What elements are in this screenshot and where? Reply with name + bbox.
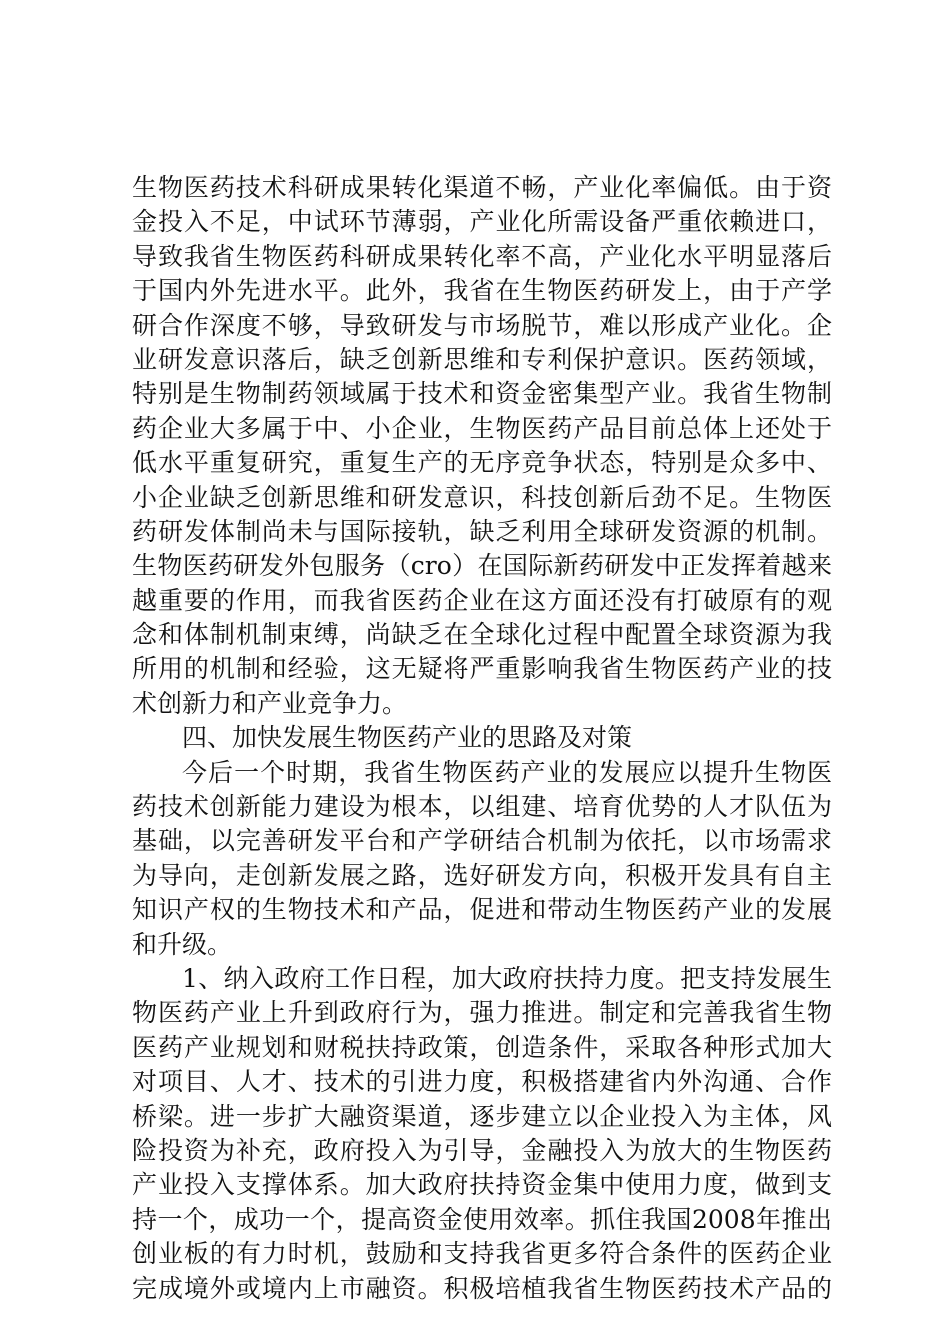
- text-line: 念和体制机制束缚，尚缺乏在全球化过程中配置全球资源为我: [132, 620, 832, 650]
- text-line: 生物医药研发外包服务（cro）在国际新药研发中正发挥着越来: [132, 551, 832, 581]
- text-line: 桥梁。进一步扩大融资渠道，逐步建立以企业投入为主体，风: [132, 1101, 832, 1131]
- text-line: 所用的机制和经验，这无疑将严重影响我省生物医药产业的技: [132, 654, 832, 684]
- body-text: [132, 171, 832, 1306]
- text-line: 生物医药技术科研成果转化渠道不畅，产业化率偏低。由于资: [132, 173, 832, 202]
- text-line: 完成境外或境内上市融资。积极培植我省生物医药技术产品的: [132, 1273, 832, 1303]
- text-line: 低水平重复研究，重复生产的无序竞争状态，特别是众多中、: [132, 448, 832, 478]
- text-line: 持一个，成功一个，提高资金使用效率。抓住我国2008年推出: [132, 1204, 832, 1234]
- text-line: 术创新力和产业竞争力。: [132, 688, 408, 718]
- text-line: 药研发体制尚未与国际接轨，缺乏利用全球研发资源的机制。: [132, 516, 832, 546]
- text-line: 药技术创新能力建设为根本，以组建、培育优势的人才队伍为: [132, 792, 832, 822]
- text-line: 于国内外先进水平。此外，我省在生物医药研发上，由于产学: [132, 276, 832, 306]
- text-line: 导致我省生物医药科研成果转化率不高，产业化水平明显落后: [132, 241, 832, 271]
- text-line: 产业投入支撑体系。加大政府扶持资金集中使用力度，做到支: [132, 1170, 832, 1200]
- text-line: 小企业缺乏创新思维和研发意识，科技创新后劲不足。生物医: [132, 482, 832, 512]
- text-line: 创业板的有力时机，鼓励和支持我省更多符合条件的医药企业: [132, 1239, 832, 1269]
- text-line: 物医药产业上升到政府行为，强力推进。制定和完善我省生物: [132, 998, 832, 1028]
- text-line: 今后一个时期，我省生物医药产业的发展应以提升生物医: [182, 757, 832, 787]
- text-line: 研合作深度不够，导致研发与市场脱节，难以形成产业化。企: [132, 310, 832, 340]
- text-line: 为导向，走创新发展之路，选好研发方向，积极开发具有自主: [132, 860, 832, 890]
- text-line: 药企业大多属于中、小企业，生物医药产品目前总体上还处于: [132, 413, 832, 443]
- text-line: 险投资为补充，政府投入为引导，金融投入为放大的生物医药: [132, 1135, 832, 1165]
- text-line: 对项目、人才、技术的引进力度，积极搭建省内外沟通、合作: [132, 1067, 832, 1097]
- text-line: 和升级。: [132, 929, 233, 959]
- text-line: 特别是生物制药领域属于技术和资金密集型产业。我省生物制: [132, 379, 832, 409]
- section-heading: 四、加快发展生物医药产业的思路及对策: [182, 723, 633, 753]
- text-line: 医药产业规划和财税扶持政策，创造条件，采取各种形式加大: [132, 1032, 832, 1062]
- text-line: 业研发意识落后，缺乏创新思维和专利保护意识。医药领域，: [132, 344, 832, 374]
- text-line: 越重要的作用，而我省医药企业在这方面还没有打破原有的观: [132, 585, 832, 615]
- text-line: 1、纳入政府工作日程，加大政府扶持力度。把支持发展生: [182, 963, 832, 993]
- text-line: 知识产权的生物技术和产品，促进和带动生物医药产业的发展: [132, 895, 832, 925]
- text-line: 基础，以完善研发平台和产学研结合机制为依托，以市场需求: [132, 826, 832, 856]
- text-line: 金投入不足，中试环节薄弱，产业化所需设备严重依赖进口，: [132, 207, 832, 237]
